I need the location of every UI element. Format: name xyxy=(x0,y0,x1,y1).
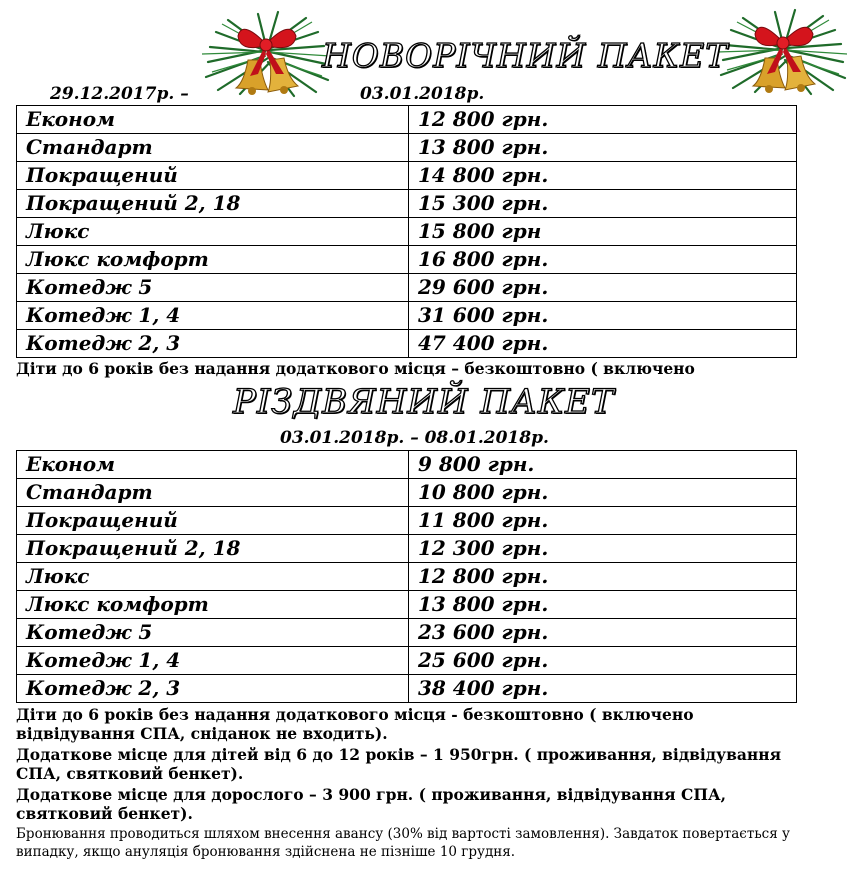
room-type: Економ xyxy=(17,106,409,134)
children-free-note: Діти до 6 років без надання додаткового місця - безкоштовно ( включено відвідування СПА, сніданок не входить). xyxy=(16,705,694,743)
room-price: 23 600 грн. xyxy=(409,619,797,647)
new-year-price-table xyxy=(16,105,797,358)
room-price: 13 800 грн. xyxy=(409,591,797,619)
room-type: Люкс xyxy=(17,563,409,591)
table-row xyxy=(17,507,797,535)
room-type: Котедж 2, 3 xyxy=(17,330,409,358)
new-year-children-note: Діти до 6 років без надання додаткового місця – безкоштовно ( включено xyxy=(16,359,695,378)
christmas-package-title: РІЗДВЯНИЙ ПАКЕТ xyxy=(233,382,615,422)
booking-terms-note: Бронювання проводиться шляхом внесення авансу (30% від вартості замовлення). Завдаток повертається у випадку, якщо ануляція бронювання здійснена не пізніше 10 грудня. xyxy=(16,826,790,860)
table-row xyxy=(17,619,797,647)
room-price: 12 300 грн. xyxy=(409,535,797,563)
room-type: Люкс комфорт xyxy=(17,246,409,274)
room-price: 16 800 грн. xyxy=(409,246,797,274)
room-price: 38 400 грн. xyxy=(409,675,797,703)
extra-adult-place-note: Додаткове місце для дорослого – 3 900 грн. ( проживання, відвідування СПА, святковий бенкет). xyxy=(16,785,726,823)
room-type: Люкс комфорт xyxy=(17,591,409,619)
table-row xyxy=(17,451,797,479)
table-row xyxy=(17,162,797,190)
table-row xyxy=(17,330,797,358)
extra-child-place-note: Додаткове місце для дітей від 6 до 12 років – 1 950грн. ( проживання, відвідування СПА, святковий бенкет). xyxy=(16,745,782,783)
room-type: Покращений xyxy=(17,507,409,535)
room-price: 9 800 грн. xyxy=(409,451,797,479)
room-price: 11 800 грн. xyxy=(409,507,797,535)
room-type: Котедж 1, 4 xyxy=(17,302,409,330)
christmas-bells-decoration-right xyxy=(713,0,853,98)
room-price: 47 400 грн. xyxy=(409,330,797,358)
room-price: 12 800 грн. xyxy=(409,563,797,591)
room-price: 12 800 грн. xyxy=(409,106,797,134)
room-price: 31 600 грн. xyxy=(409,302,797,330)
room-price: 29 600 грн. xyxy=(409,274,797,302)
room-type: Покращений 2, 18 xyxy=(17,535,409,563)
room-type: Котедж 2, 3 xyxy=(17,675,409,703)
table-row xyxy=(17,274,797,302)
table-row xyxy=(17,591,797,619)
room-type: Економ xyxy=(17,451,409,479)
room-price: 10 800 грн. xyxy=(409,479,797,507)
room-type: Люкс xyxy=(17,218,409,246)
table-row xyxy=(17,302,797,330)
room-price: 15 300 грн. xyxy=(409,190,797,218)
room-type: Котедж 5 xyxy=(17,274,409,302)
table-row xyxy=(17,675,797,703)
room-type: Котедж 5 xyxy=(17,619,409,647)
table-row xyxy=(17,246,797,274)
table-row xyxy=(17,218,797,246)
new-year-package-title: НОВОРІЧНИЙ ПАКЕТ xyxy=(322,36,729,75)
new-year-date-from: 29.12.2017р. – xyxy=(50,84,189,104)
christmas-price-table xyxy=(16,450,797,703)
table-row xyxy=(17,106,797,134)
room-type: Покращений xyxy=(17,162,409,190)
new-year-date-to: 03.01.2018р. xyxy=(360,84,485,104)
room-price: 14 800 грн. xyxy=(409,162,797,190)
table-row xyxy=(17,563,797,591)
table-row xyxy=(17,479,797,507)
table-row xyxy=(17,535,797,563)
christmas-bells-decoration-left xyxy=(198,2,336,98)
room-price: 13 800 грн. xyxy=(409,134,797,162)
table-row xyxy=(17,134,797,162)
christmas-dates: 03.01.2018р. – 08.01.2018р. xyxy=(280,428,549,448)
room-price: 15 800 грн xyxy=(409,218,797,246)
room-price: 25 600 грн. xyxy=(409,647,797,675)
table-row xyxy=(17,190,797,218)
room-type: Стандарт xyxy=(17,134,409,162)
room-type: Покращений 2, 18 xyxy=(17,190,409,218)
room-type: Стандарт xyxy=(17,479,409,507)
room-type: Котедж 1, 4 xyxy=(17,647,409,675)
table-row xyxy=(17,647,797,675)
